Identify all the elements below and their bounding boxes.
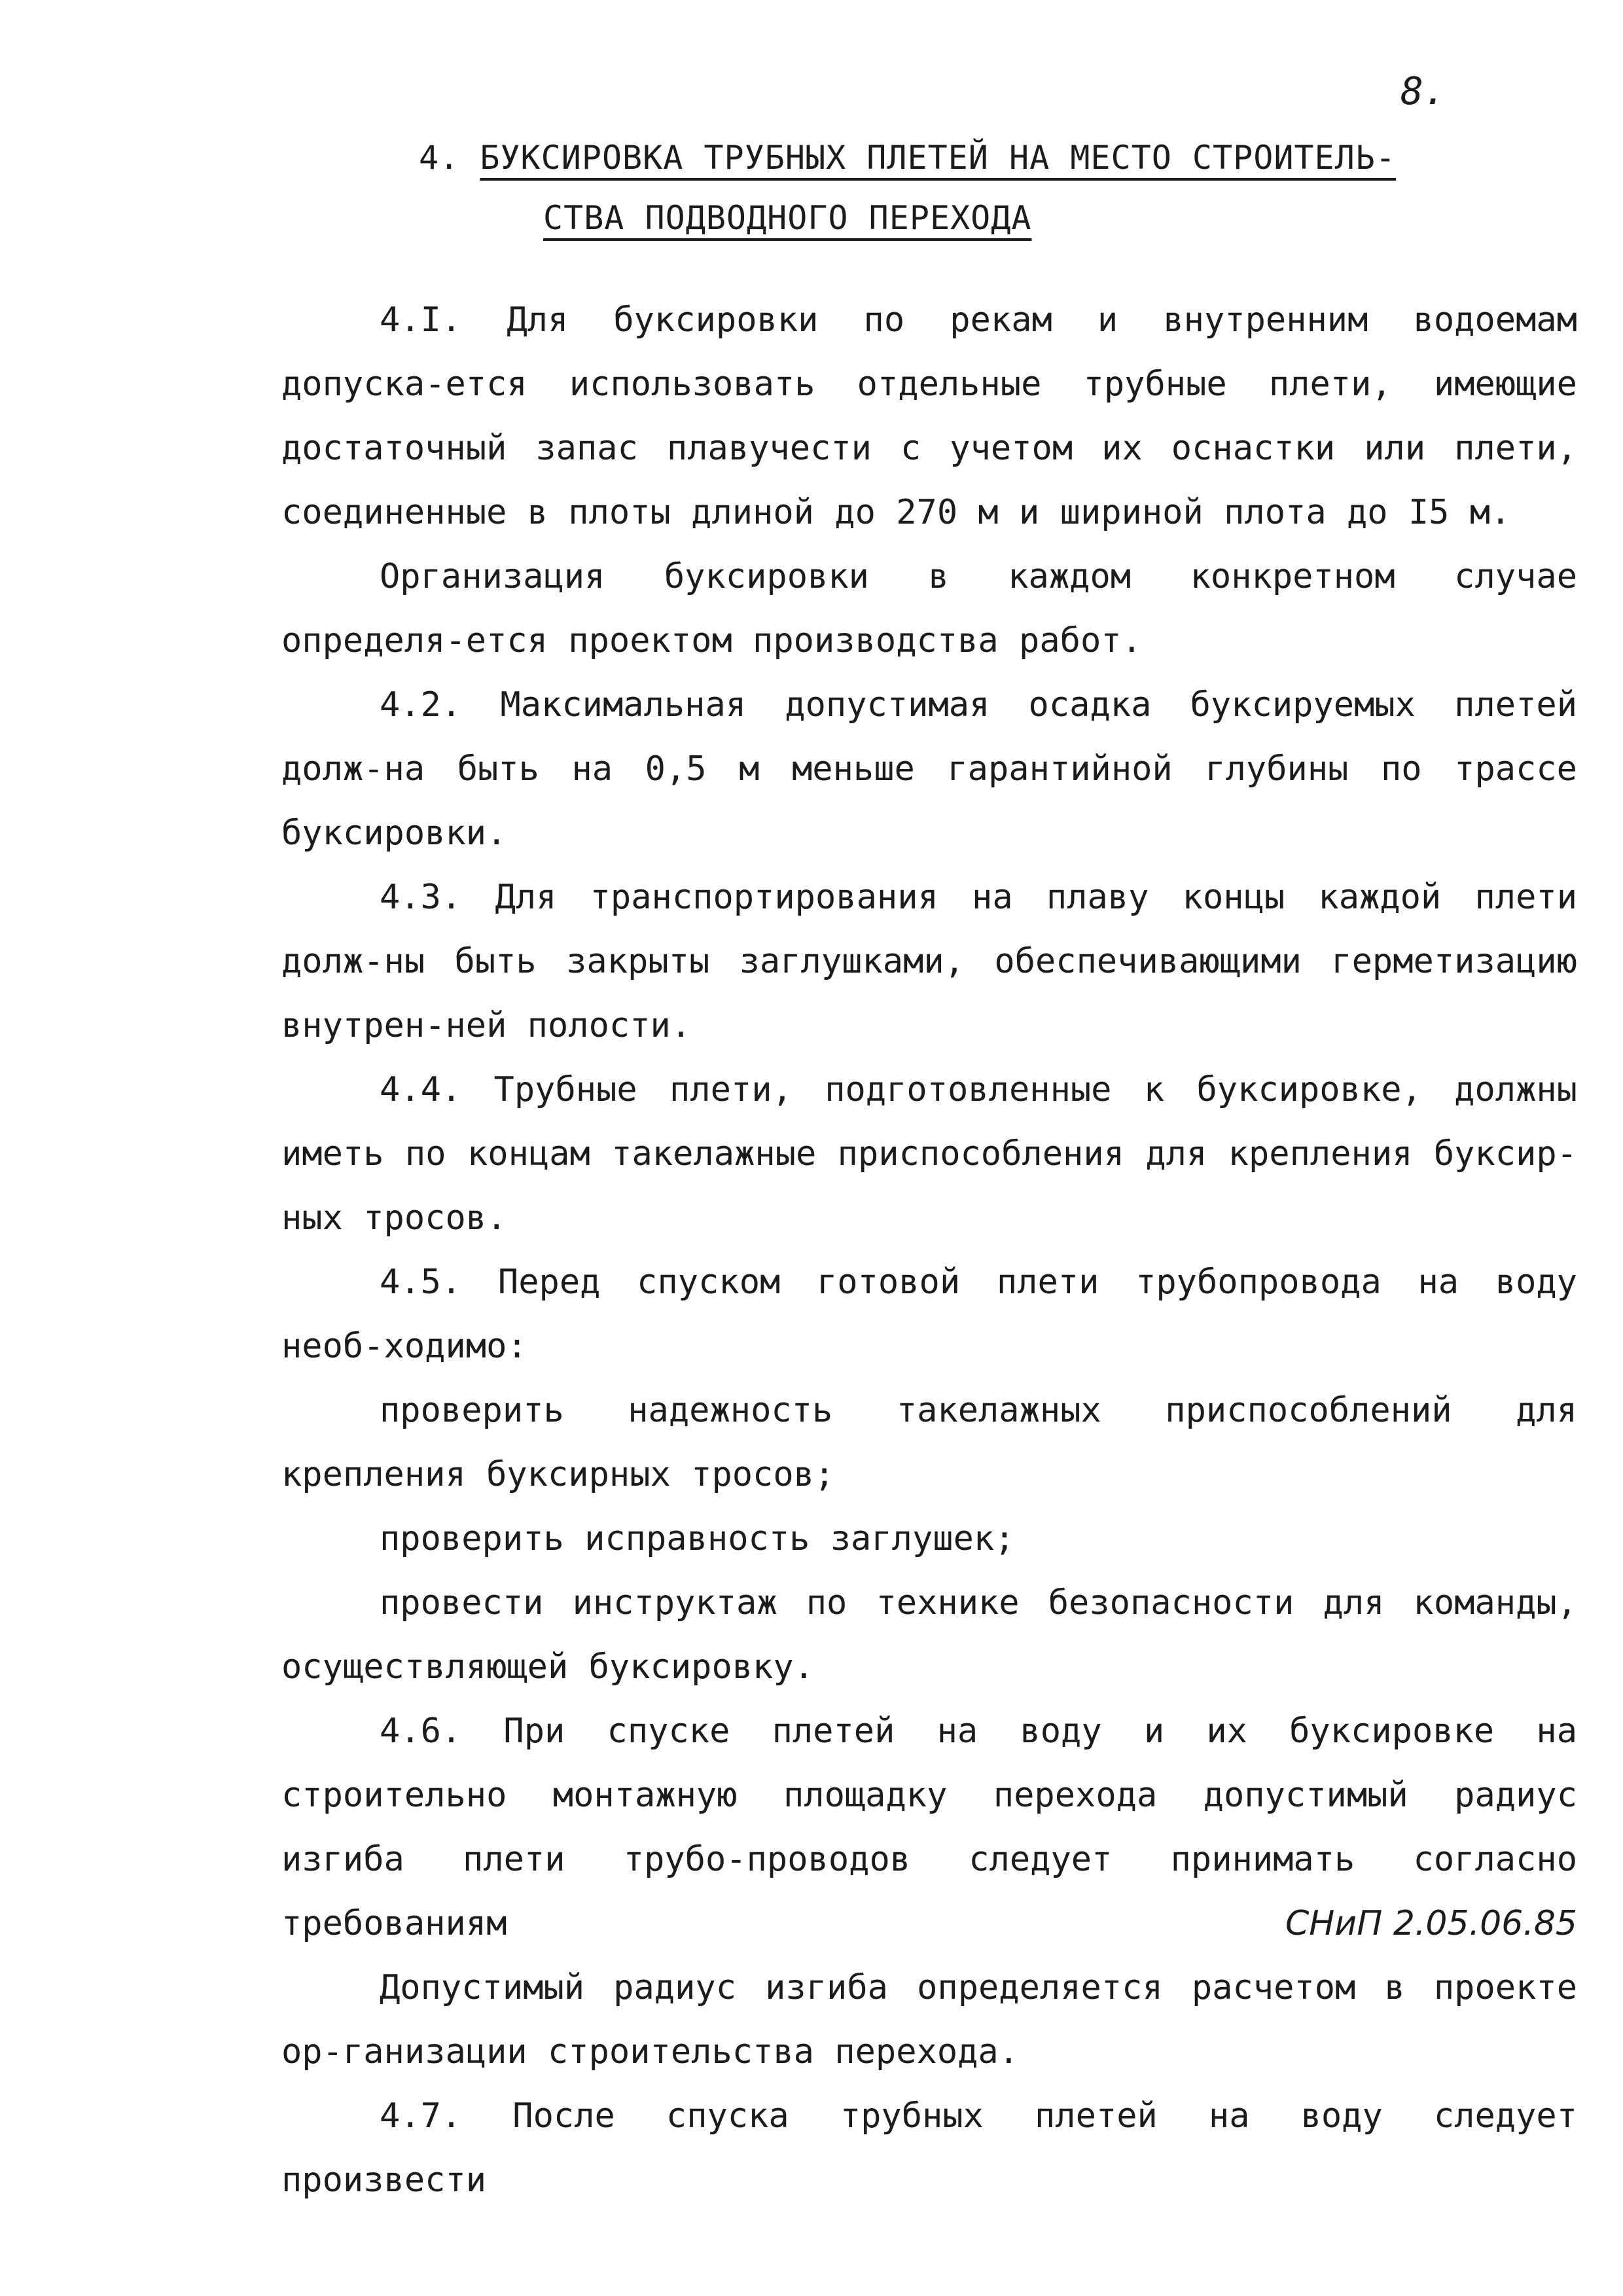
snip-reference: СНиП 2.05.06.85	[1285, 1904, 1577, 1943]
heading-title-part-2: СТВА ПОДВОДНОГО ПЕРЕХОДА	[543, 199, 1032, 237]
heading-line-2	[419, 188, 1400, 248]
paragraph-4-3: 4.3. Для транспортирования на плаву концы каждой плети долж-ны быть закрыты заглушками, обеспечивающими герметизацию внутрен-ней полости.	[281, 878, 1577, 1045]
heading-number: 4.	[419, 139, 460, 177]
list-item-check-rigging: проверить надежность такелажных приспособлений для крепления буксирных тросов;	[281, 1391, 1577, 1494]
section-heading	[419, 128, 1400, 248]
paragraph-4-2: 4.2. Максимальная допустимая осадка буксируемых плетей долж-на быть на 0,5 м меньше гарантийной глубины по трассе буксировки.	[281, 685, 1577, 853]
list-item-check-plugs: проверить исправность заглушек;	[380, 1519, 1015, 1558]
page-number: 8.	[1400, 69, 1446, 113]
paragraph-4-6	[281, 1699, 1577, 1956]
document-body	[281, 288, 1577, 2212]
paragraph-bend-radius: Допустимый радиус изгиба определяется расчетом в проекте ор-ганизации строительства перехода.	[281, 1968, 1577, 2072]
paragraph-4-1: 4.I. Для буксировки по рекам и внутренним водоемам допуска-ется использовать отдельные трубные плети, имеющие достаточный запас плавучести с учетом их оснастки или плети, соединенные в плоты длиной до 270 м и шириной плота до I5 м.	[281, 300, 1577, 532]
list-item-safety-briefing: провести инструктаж по технике безопасности для команды, осуществляющей буксировку.	[281, 1583, 1577, 1687]
paragraph-4-5: 4.5. Перед спуском готовой плети трубопровода на воду необ-ходимо:	[281, 1263, 1577, 1366]
paragraph-4-4: 4.4. Трубные плети, подготовленные к буксировке, должны иметь по концам такелажные приспособления для крепления буксир-ных тросов.	[281, 1070, 1577, 1238]
paragraph-4-7: 4.7. После спуска трубных плетей на воду следует произвести	[281, 2096, 1577, 2200]
paragraph-organization: Организация буксировки в каждом конкретном случае определя-ется проектом производства работ.	[281, 557, 1577, 660]
paragraph-4-6-text: 4.6. При спуске плетей на воду и их буксировке на строительно монтажную площадку перехода допустимый радиус изгиба плети трубо-проводов следует принимать согласно требованиям	[281, 1712, 1577, 1943]
heading-line-1	[419, 128, 1400, 188]
heading-title-part-1: БУКСИРОВКА ТРУБНЫХ ПЛЕТЕЙ НА МЕСТО СТРОИТЕЛЬ-	[480, 139, 1396, 177]
